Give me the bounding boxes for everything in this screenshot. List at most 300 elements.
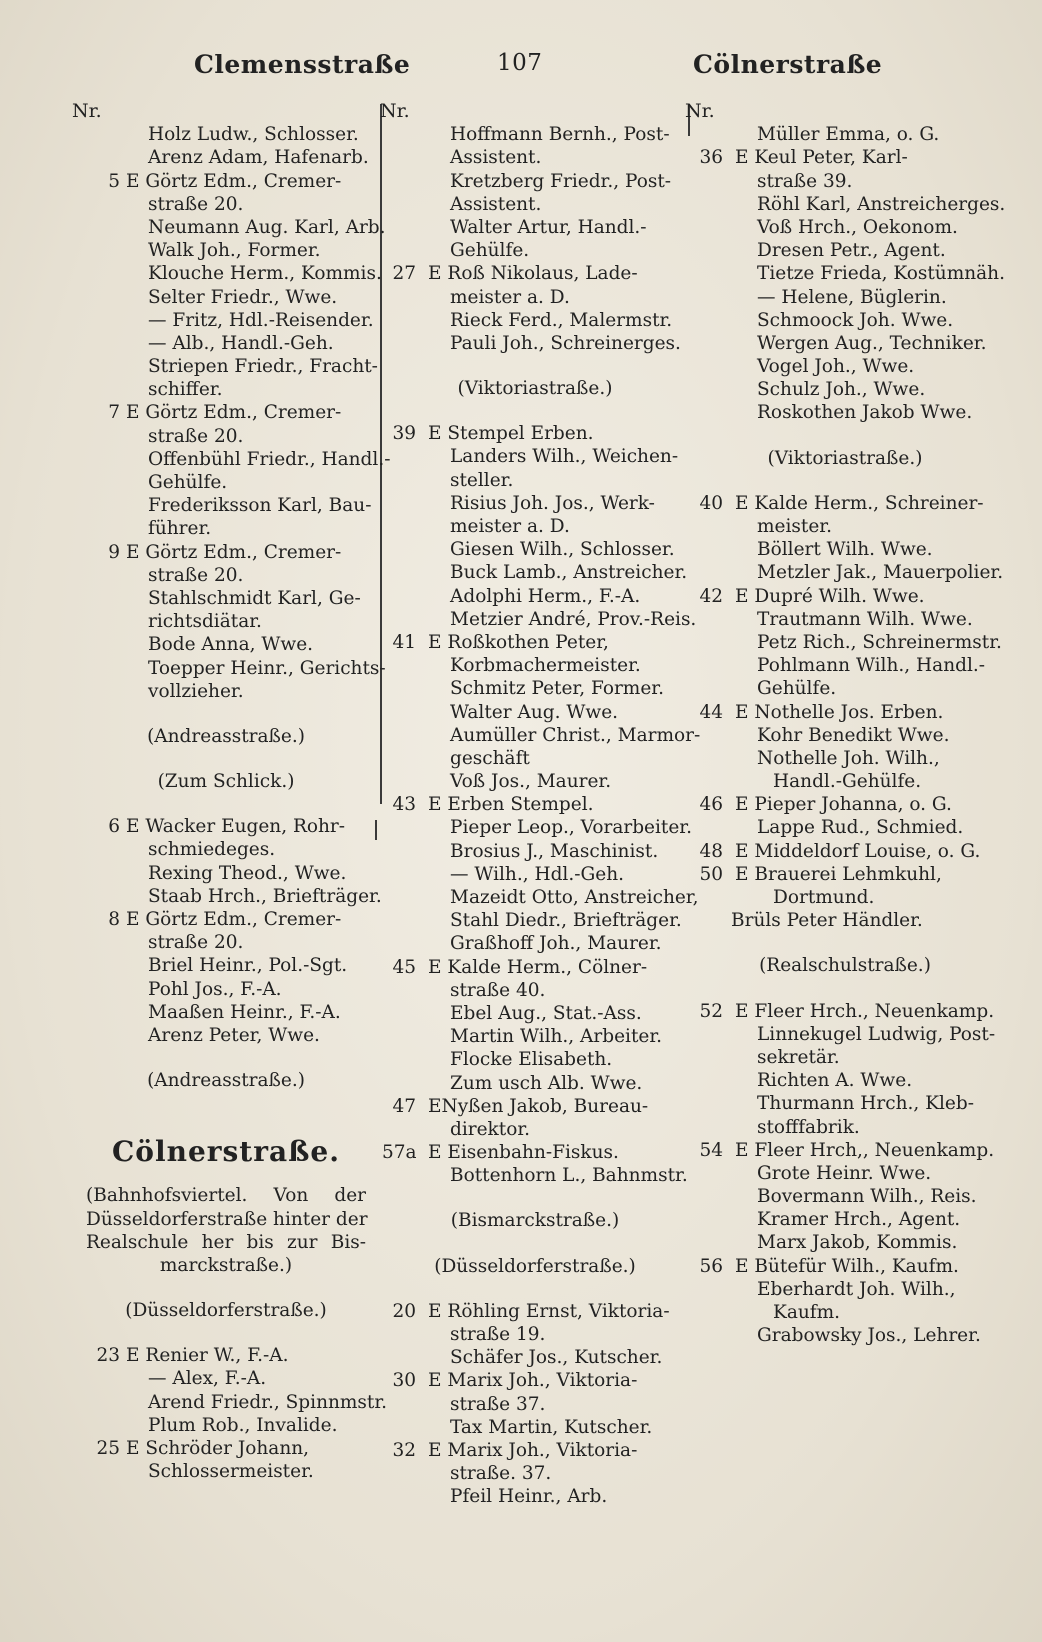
- directory-entry: [86, 239, 366, 262]
- house-number: 9: [108, 541, 120, 563]
- house-number: 57a: [382, 1142, 417, 1164]
- directory-entry: [695, 608, 995, 631]
- directory-entry: [86, 978, 366, 1001]
- entry-text: meister a. D.: [450, 516, 570, 537]
- entry-text: Müller Emma, o. G.: [757, 124, 940, 146]
- entry-text: straße 20.: [148, 564, 244, 586]
- house-number: 56: [699, 1255, 723, 1277]
- entry-text: Marx Jakob, Kommis.: [757, 1232, 958, 1254]
- entry-text: führer.: [148, 518, 212, 540]
- section-heading: (Bismarckstraße.): [450, 1210, 620, 1232]
- directory-entry: [388, 932, 682, 955]
- house-number: 36: [699, 147, 723, 169]
- directory-entry: [388, 1118, 682, 1141]
- section-heading: (Viktoriastraße.): [457, 378, 613, 400]
- directory-entry: [388, 1369, 682, 1392]
- directory-entry: [695, 1046, 995, 1069]
- entry-text: steller.: [450, 469, 514, 491]
- header-left-street: Clemensstraße: [194, 50, 411, 79]
- directory-entry: [388, 1072, 682, 1095]
- entry-text: vollzieher.: [148, 680, 244, 702]
- page-number: 107: [497, 50, 543, 76]
- entry-text: E Renier W., F.-A.: [126, 1345, 289, 1367]
- directory-entry: [388, 492, 682, 515]
- directory-entry: [86, 309, 374, 332]
- directory-entry: [388, 286, 682, 309]
- directory-entry: [695, 840, 995, 863]
- entry-text: Metzler Jak., Mauerpolier.: [757, 562, 1004, 584]
- directory-entry: [388, 654, 682, 677]
- directory-entry: [388, 608, 697, 631]
- directory-entry: [695, 816, 995, 839]
- entry-text: E Erben Stempel.: [428, 794, 594, 816]
- entry-text: Voß Hrch., Oekonom.: [757, 216, 958, 238]
- directory-entry: [388, 770, 682, 793]
- entry-text: Korbmachermeister.: [450, 655, 641, 677]
- directory-entry: [388, 262, 682, 285]
- directory-entry: [388, 886, 699, 909]
- entry-text: straße 20.: [148, 932, 244, 954]
- entry-text: Linnekugel Ludwig, Post-: [757, 1023, 996, 1045]
- entry-text: straße 39.: [757, 170, 853, 192]
- entry-text: Pauli Joh., Schreinerges.: [450, 332, 681, 354]
- entry-text: Neumann Aug. Karl, Arb.: [148, 216, 386, 238]
- entry-text: Landers Wilh., Weichen-: [450, 446, 679, 468]
- directory-entry: [695, 515, 995, 538]
- house-number: 25: [96, 1438, 120, 1459]
- directory-entry: [695, 747, 995, 770]
- directory-entry: [695, 1255, 995, 1278]
- directory-entry: [388, 515, 682, 538]
- entry-text: Risius Joh. Jos., Werk-: [450, 492, 655, 514]
- entry-text: E Schröder Johann,: [126, 1438, 310, 1459]
- directory-entry: [86, 954, 366, 977]
- directory-entry: [388, 677, 682, 700]
- directory-entry: [86, 332, 366, 355]
- entry-text: Frederiksson Karl, Bau-: [148, 495, 372, 517]
- entry-text: Selter Friedr., Wwe.: [148, 286, 338, 308]
- entry-text: Zum usch Alb. Wwe.: [450, 1072, 643, 1094]
- directory-entry: [695, 170, 995, 193]
- directory-entry: [695, 701, 995, 724]
- directory-entry: [388, 1025, 682, 1048]
- header-right-street: Cölnerstraße: [693, 50, 883, 79]
- entry-text: Roskothen Jakob Wwe.: [757, 402, 973, 424]
- entry-text: Stahl Diedr., Briefträger.: [450, 910, 682, 932]
- entry-text: Dresen Petr., Agent.: [757, 240, 946, 262]
- directory-entry: [695, 538, 995, 561]
- entry-text: Bovermann Wilh., Reis.: [757, 1186, 977, 1208]
- directory-entry: [695, 239, 995, 262]
- house-number: 42: [699, 585, 723, 607]
- entry-text: E Kalde Herm., Cölner-: [428, 956, 648, 978]
- house-number: 43: [392, 794, 416, 816]
- entry-text: E Görtz Edm., Cremer-: [126, 170, 342, 192]
- house-number: 44: [699, 701, 723, 723]
- directory-entry: [388, 724, 701, 747]
- entry-text: Richten A. Wwe.: [757, 1070, 913, 1092]
- directory-entry: [695, 886, 995, 909]
- nr-label: Nr.: [72, 100, 102, 122]
- directory-entry: [388, 956, 682, 979]
- directory-entry: [388, 469, 682, 492]
- directory-entry: [388, 1416, 682, 1439]
- directory-entry: [388, 631, 682, 654]
- directory-entry: [388, 701, 682, 724]
- directory-entry: [695, 286, 995, 309]
- directory-entry: [382, 1141, 682, 1164]
- section-heading: (Andreasstraße.): [147, 1070, 305, 1092]
- entry-text: Arenz Peter, Wwe.: [148, 1024, 320, 1046]
- entry-text: Voß Jos., Maurer.: [450, 771, 612, 793]
- directory-entry: [86, 1344, 366, 1367]
- entry-text: Pohl Jos., F.-A.: [148, 978, 282, 1000]
- entry-text: E Röhling Ernst, Viktoria-: [428, 1300, 670, 1322]
- entry-text: E Görtz Edm., Cremer-: [126, 402, 342, 424]
- entry-text: Staab Hrch., Briefträger.: [148, 885, 382, 907]
- intro-line: (Bahnhofsviertel. Von der: [86, 1185, 366, 1207]
- entry-text: Schäfer Jos., Kutscher.: [450, 1347, 663, 1369]
- entry-text: Schlossermeister.: [148, 1461, 314, 1483]
- directory-entry: [695, 1231, 995, 1254]
- directory-entry: [86, 471, 366, 494]
- directory-entry: [86, 517, 366, 540]
- street-intro: [86, 1184, 366, 1277]
- entry-text: Maaßen Heinr., F.-A.: [148, 1001, 341, 1023]
- entry-text: Metzier André, Prov.-Reis.: [450, 608, 697, 630]
- directory-entry: [388, 1048, 682, 1071]
- directory-entry: [86, 355, 378, 378]
- entry-text: Klouche Herm., Kommis.: [148, 263, 382, 285]
- directory-entry: [86, 862, 366, 885]
- directory-entry: [86, 815, 366, 838]
- entry-text: sekretär.: [757, 1046, 840, 1068]
- entry-text: Holz Ludw., Schlosser.: [148, 124, 359, 146]
- directory-entry: [388, 585, 682, 608]
- house-number: 40: [699, 492, 723, 514]
- nr-label: Nr.: [380, 100, 410, 122]
- entry-text: Giesen Wilh., Schlosser.: [450, 539, 675, 561]
- entry-text: schmiedeges.: [148, 839, 276, 861]
- directory-entry: [86, 1391, 388, 1414]
- street-title: Cölnerstraße.: [112, 1135, 340, 1169]
- directory-entry: [695, 1278, 995, 1301]
- directory-entry: [388, 309, 682, 332]
- entry-text: Grabowsky Jos., Lehrer.: [757, 1325, 981, 1347]
- directory-entry: [86, 216, 386, 239]
- directory-entry: [695, 492, 995, 515]
- entry-text: Briel Heinr., Pol.-Sgt.: [148, 955, 348, 977]
- directory-entry: [388, 747, 682, 770]
- entry-text: Arenz Adam, Hafenarb.: [148, 147, 369, 169]
- section-heading: (Viktoriastraße.): [767, 447, 923, 469]
- entry-text: straße 37.: [450, 1393, 546, 1415]
- entry-text: Böllert Wilh. Wwe.: [757, 539, 933, 561]
- directory-entry: [388, 538, 682, 561]
- entry-list: [388, 123, 682, 355]
- page-header: [0, 50, 1042, 90]
- entry-text: E Bütefür Wilh., Kaufm.: [735, 1255, 959, 1277]
- entry-text: E Roßkothen Peter,: [428, 631, 609, 653]
- directory-entry: [86, 564, 366, 587]
- directory-entry: [695, 631, 1002, 654]
- entry-text: geschäft: [450, 747, 530, 769]
- entry-text: E Görtz Edm., Cremer-: [126, 909, 342, 930]
- entry-text: E Görtz Edm., Cremer-: [126, 541, 342, 563]
- entry-text: Mazeidt Otto, Anstreicher,: [450, 887, 699, 908]
- directory-entry: [695, 1000, 995, 1023]
- entry-text: Kramer Hrch., Agent.: [757, 1209, 961, 1231]
- entry-list: [695, 123, 1006, 424]
- entry-text: Ebel Aug., Stat.-Ass.: [450, 1002, 642, 1024]
- directory-entry: [388, 1439, 682, 1462]
- entry-text: direktor.: [450, 1118, 531, 1140]
- house-number: 41: [392, 631, 416, 653]
- directory-entry: [86, 610, 366, 633]
- entry-text: E Roß Nikolaus, Lade-: [428, 263, 638, 285]
- directory-entry: [695, 378, 995, 401]
- entry-text: straße 20.: [148, 425, 244, 447]
- intro-line: marckstraße.): [159, 1254, 293, 1276]
- entry-text: Walk Joh., Former.: [148, 240, 321, 262]
- entry-text: Schulz Joh., Wwe.: [757, 379, 926, 401]
- house-number: 27: [392, 263, 416, 285]
- entry-text: — Helene, Büglerin.: [757, 286, 947, 308]
- section-heading: (Düsseldorferstraße.): [125, 1300, 327, 1322]
- directory-entry: [388, 561, 688, 584]
- directory-entry: [86, 908, 366, 931]
- directory-entry: [86, 448, 391, 471]
- entry-text: — Wilh., Hdl.-Geh.: [450, 863, 625, 885]
- intro-line: Realschule her bis zur Bis-: [86, 1231, 366, 1253]
- house-number: 48: [699, 840, 723, 862]
- column-rule-left-lower: [375, 820, 377, 840]
- directory-entry: [695, 1092, 995, 1115]
- directory-entry: [86, 123, 366, 146]
- entry-text: E Nothelle Jos. Erben.: [735, 701, 944, 723]
- directory-entry: [388, 445, 682, 468]
- directory-entry: [695, 1023, 995, 1046]
- house-number: 5: [108, 170, 120, 192]
- directory-entry: [695, 123, 995, 146]
- entry-text: Dortmund.: [773, 887, 875, 908]
- column-2: [380, 100, 701, 1509]
- entry-list: [86, 1344, 388, 1483]
- directory-entry: [86, 193, 366, 216]
- entry-text: Rexing Theod., Wwe.: [148, 862, 347, 884]
- entry-text: Hoffmann Bernh., Post-: [450, 124, 670, 146]
- entry-text: meister a. D.: [450, 286, 570, 308]
- directory-entry: [388, 909, 682, 932]
- directory-entry: [695, 1208, 995, 1231]
- entry-text: Plum Rob., Invalide.: [148, 1414, 338, 1436]
- directory-entry: [388, 332, 682, 355]
- entry-list: [382, 422, 701, 1187]
- entry-text: Eberhardt Joh. Wilh.,: [757, 1278, 956, 1300]
- directory-entry: [695, 585, 995, 608]
- directory-entry: [695, 262, 1005, 285]
- entry-text: Vogel Joh., Wwe.: [757, 356, 915, 378]
- directory-entry: [86, 262, 382, 285]
- directory-entry: [86, 401, 366, 424]
- house-number: 54: [699, 1139, 723, 1161]
- entry-text: E Wacker Eugen, Rohr-: [126, 816, 346, 838]
- entry-text: Aumüller Christ., Marmor-: [450, 724, 701, 746]
- directory-entry: [86, 1414, 366, 1437]
- entry-text: Brüls Peter Händler.: [731, 910, 923, 932]
- directory-entry: [86, 1024, 366, 1047]
- directory-entry: [388, 1485, 682, 1508]
- entry-text: Kaufm.: [773, 1302, 841, 1323]
- entry-text: E Stempel Erben.: [428, 423, 594, 445]
- entry-text: E Pieper Johanna, o. G.: [735, 794, 952, 816]
- house-number: 6: [108, 816, 120, 838]
- entry-text: — Fritz, Hdl.-Reisender.: [148, 309, 374, 331]
- entry-list: [695, 1000, 995, 1348]
- directory-entry: [388, 1393, 682, 1416]
- column-1: [72, 100, 391, 1483]
- entry-text: Adolphi Herm., F.-A.: [450, 585, 641, 607]
- house-number: 45: [392, 956, 416, 978]
- directory-entry: [695, 909, 995, 932]
- entry-text: E Fleer Hrch,, Neuenkamp.: [735, 1139, 995, 1161]
- entry-text: Kretzberg Friedr., Post-: [450, 170, 672, 192]
- entry-text: Wergen Aug., Techniker.: [757, 332, 987, 354]
- directory-entry: [695, 770, 995, 793]
- directory-entry: [388, 1323, 682, 1346]
- directory-entry: [388, 816, 692, 839]
- directory-entry: [695, 724, 995, 747]
- directory-entry: [86, 541, 366, 564]
- entry-text: Walter Aug. Wwe.: [450, 701, 619, 723]
- directory-entry: [695, 216, 995, 239]
- entry-text: Walter Artur, Handl.-: [450, 216, 647, 238]
- house-number: 20: [392, 1300, 416, 1322]
- directory-entry: [86, 494, 372, 517]
- directory-entry: [86, 286, 366, 309]
- directory-entry: [695, 1185, 995, 1208]
- entry-list: [695, 492, 1004, 933]
- entry-text: Röhl Karl, Anstreicherges.: [757, 193, 1006, 215]
- entry-text: E Fleer Hrch., Neuenkamp.: [735, 1000, 995, 1022]
- entry-text: E Kalde Herm., Schreiner-: [735, 492, 984, 514]
- directory-entry: [86, 931, 366, 954]
- entry-text: Schmoock Joh. Wwe.: [757, 309, 954, 331]
- entry-text: Assistent.: [450, 147, 542, 169]
- entry-text: Lappe Rud., Schmied.: [757, 817, 964, 839]
- directory-entry: [695, 146, 995, 169]
- directory-entry: [695, 332, 995, 355]
- directory-entry: [695, 1069, 995, 1092]
- entry-text: Tax Martin, Kutscher.: [450, 1416, 653, 1438]
- entry-text: Buck Lamb., Anstreicher.: [450, 562, 688, 584]
- entry-text: Pfeil Heinr., Arb.: [450, 1486, 608, 1508]
- entry-text: straße. 37.: [450, 1463, 552, 1485]
- directory-entry: [695, 193, 1006, 216]
- intro-line: Düsseldorferstraße hinter der: [86, 1208, 368, 1230]
- directory-entry: [388, 979, 682, 1002]
- section-heading: (Düsseldorferstraße.): [434, 1255, 636, 1277]
- directory-entry: [388, 840, 682, 863]
- entry-text: Stahlschmidt Karl, Ge-: [148, 587, 361, 609]
- directory-entry: [388, 216, 682, 239]
- house-number: 39: [392, 423, 416, 445]
- directory-entry: [695, 561, 1004, 584]
- house-number: 52: [699, 1000, 723, 1022]
- directory-entry: [86, 1460, 366, 1483]
- directory-entry: [86, 425, 366, 448]
- directory-entry: [86, 838, 366, 861]
- entry-text: — Alb., Handl.-Geh.: [148, 332, 334, 354]
- entry-text: E Dupré Wilh. Wwe.: [735, 585, 925, 607]
- entry-text: Bode Anna, Wwe.: [148, 634, 314, 656]
- house-number: 7: [108, 402, 120, 424]
- entry-text: Arend Friedr., Spinnmstr.: [148, 1391, 388, 1413]
- entry-text: Kohr Benedikt Wwe.: [757, 724, 950, 746]
- house-number: 23: [96, 1345, 120, 1367]
- directory-entry: [388, 1300, 682, 1323]
- directory-entry: [86, 633, 366, 656]
- directory-entry: [388, 239, 682, 262]
- section-heading: (Realschulstraße.): [759, 955, 931, 977]
- directory-entry: [695, 654, 995, 677]
- entry-text: Pieper Leop., Vorarbeiter.: [450, 817, 692, 839]
- directory-entry: [86, 657, 386, 680]
- entry-text: Brosius J., Maschinist.: [450, 840, 659, 862]
- directory-entry: [388, 1095, 682, 1118]
- directory-entry: [695, 1301, 995, 1324]
- entry-text: — Alex, F.-A.: [148, 1368, 267, 1390]
- directory-entry: [86, 170, 366, 193]
- entry-text: Toepper Heinr., Gerichts-: [148, 657, 386, 679]
- entry-text: Offenbühl Friedr., Handl.-: [148, 448, 391, 470]
- entry-text: Petz Rich., Schreinermstr.: [757, 631, 1002, 653]
- directory-entry: [695, 677, 995, 700]
- entry-list: [86, 815, 382, 1047]
- entry-text: Grote Heinr. Wwe.: [757, 1162, 932, 1184]
- column-3: [685, 100, 1006, 1347]
- entry-list: [86, 123, 391, 703]
- directory-entry: [86, 146, 369, 169]
- directory-entry: [388, 1346, 682, 1369]
- entry-text: Pohlmann Wilh., Handl.-: [757, 655, 985, 677]
- directory-entry: [388, 1462, 682, 1485]
- entry-text: Gehülfe.: [450, 240, 530, 262]
- directory-entry: [695, 1324, 995, 1347]
- entry-text: E Keul Peter, Karl-: [735, 147, 908, 169]
- entry-text: Bottenhorn L., Bahnmstr.: [450, 1165, 688, 1187]
- entry-text: Trautmann Wilh. Wwe.: [757, 608, 973, 630]
- entry-text: E Eisenbahn-Fiskus.: [428, 1142, 619, 1164]
- directory-entry: [388, 1002, 682, 1025]
- directory-entry: [86, 1367, 366, 1390]
- directory-entry: [388, 123, 682, 146]
- entry-text: Tietze Frieda, Kostümnäh.: [757, 263, 1005, 285]
- directory-entry: [388, 1164, 688, 1187]
- entry-text: ENyßen Jakob, Bureau-: [428, 1095, 649, 1117]
- entry-list: [388, 1300, 682, 1509]
- entry-text: Schmitz Peter, Former.: [450, 678, 664, 700]
- directory-entry: [695, 793, 995, 816]
- entry-text: Graßhoff Joh., Maurer.: [450, 933, 662, 955]
- directory-entry: [695, 1139, 995, 1162]
- entry-text: stofffabrik.: [757, 1116, 860, 1138]
- section-heading: (Zum Schlick.): [157, 771, 295, 793]
- directory-entry: [388, 193, 682, 216]
- entry-text: richtsdiätar.: [148, 611, 262, 633]
- directory-entry: [86, 885, 382, 908]
- house-number: 32: [392, 1439, 416, 1461]
